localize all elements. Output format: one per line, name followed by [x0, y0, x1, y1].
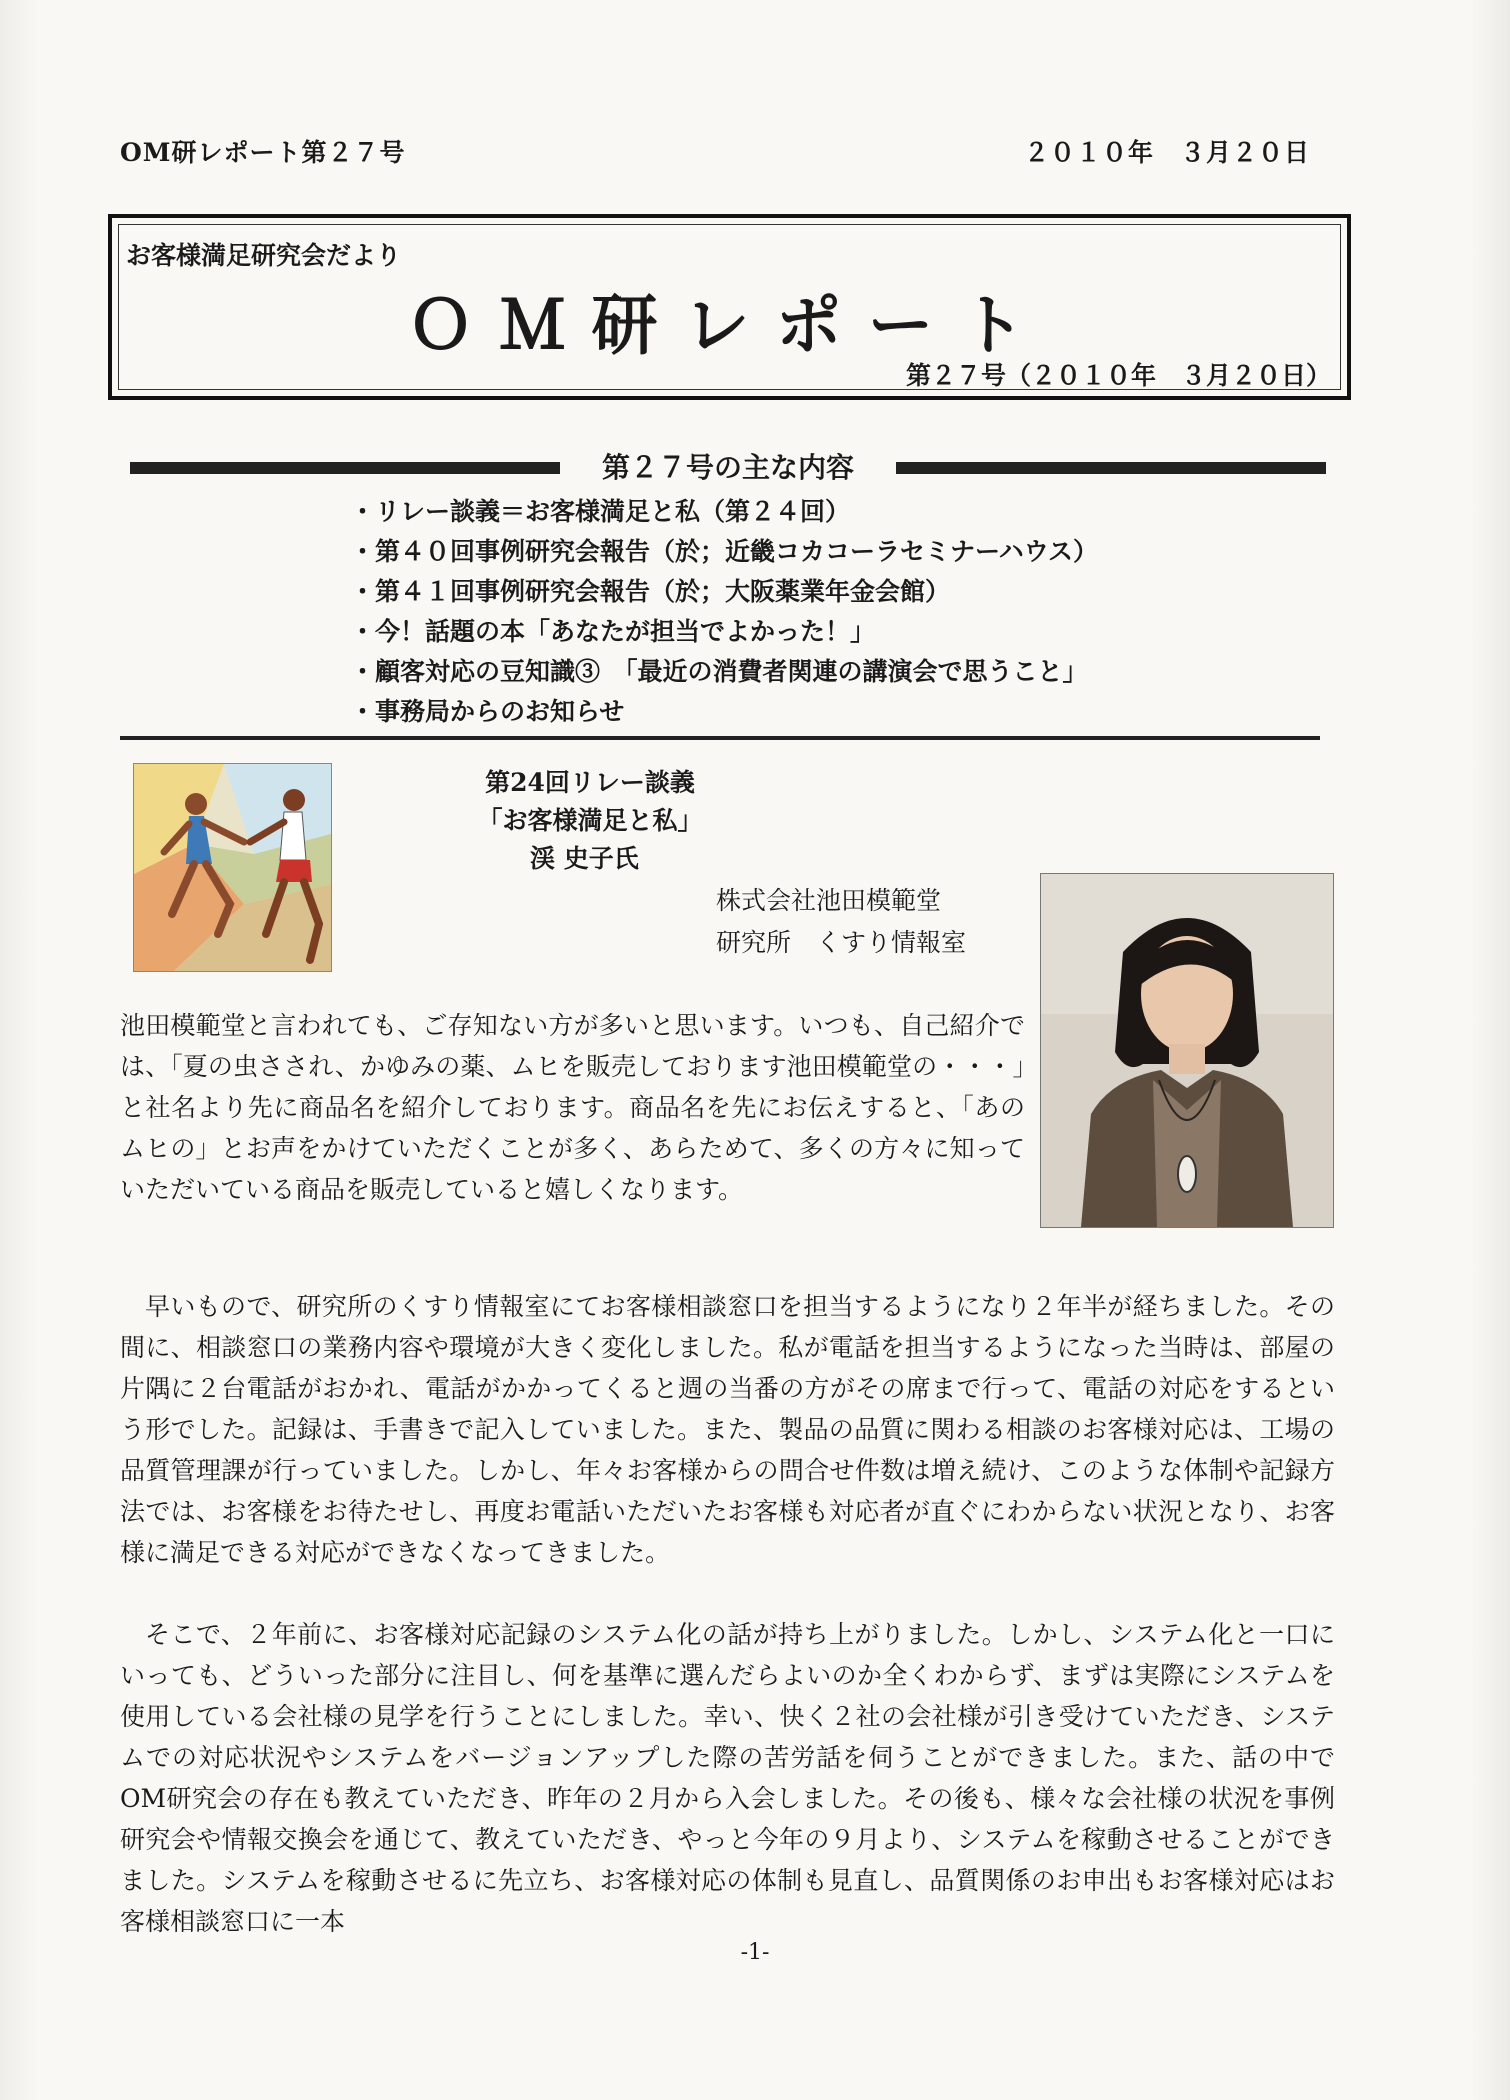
- heading-bar-right: [896, 462, 1326, 474]
- masthead-subtitle: お客様満足研究会だより: [126, 241, 402, 270]
- body-paragraph: そこで、２年前に、お客様対応記録のシステム化の話が持ち上がりました。しかし、システム化と一口にいっても、どういった部分に注目し、何を基準に選んだらよいのか全くわからず、まずは実際にシステムを使用している会社様の見学を行うことにしました。幸い、快く２社の会社様が引き受けていただき、システムでの対応状況やシステムをバージョンアップした際の苦労話を伺うことができました。また、話の中でOM研究会の存在も教えていただき、昨年の２月から入会しました。その後も、様々な会社様の状況を事例研究会や情報交換会を通じて、教えていただき、やっと今年の９月より、システムを稼動させることができました。システムを稼動させるに先立ち、お客様対応の体制も見直し、品質関係のお申出もお客様対応はお客様相談窓口に一本: [120, 1620, 1335, 1936]
- relay-series-title: 第24回リレー談義: [485, 768, 695, 797]
- relay-theme: 「お客様満足と私」: [477, 806, 703, 835]
- contents-item: ・ 事務局からのお知らせ: [350, 692, 1250, 732]
- contents-item: ・ 顧客対応の豆知識③ 「最近の消費者関連の講演会で思うこと」: [350, 652, 1250, 692]
- header-report-number: OM研レポート第２７号: [120, 138, 406, 167]
- section-divider: [120, 736, 1320, 740]
- author-affiliation: [716, 880, 966, 964]
- header-date: ２０１０年 ３月２０日: [1023, 138, 1310, 167]
- masthead-box: [108, 214, 1351, 400]
- relay-runners-illustration: [133, 763, 332, 972]
- contents-heading-row: [130, 446, 1326, 486]
- contents-heading: 第２７号の主な内容: [601, 451, 854, 484]
- running-header: [120, 133, 1310, 173]
- intro-paragraph: 池田模範堂と言われても、ご存知ない方が多いと思います。いつも、自己紹介では、「夏の虫さされ、かゆみの薬、ムヒを販売しております池田模範堂の・・・」と社名より先に商品名を紹介しております。商品名を先にお伝えすると、「あのムヒの」とお声をかけていただくことが多く、あらためて、多くの方々に知っていただいている商品を販売していると嬉しくなります。: [120, 1011, 1025, 1204]
- masthead-title: ＯＭ研レポート: [407, 286, 1052, 364]
- author-company: 株式会社池田模範堂: [716, 886, 942, 915]
- author-portrait-photo: [1040, 873, 1334, 1228]
- relay-author: 渓 史子氏: [530, 844, 639, 873]
- relay-heading: [380, 764, 800, 878]
- contents-item: ・ 第４１回事例研究会報告（於；大阪薬業年金会館）: [350, 572, 1250, 612]
- author-department: 研究所 くすり情報室: [716, 928, 967, 957]
- page-number: -1-: [740, 1940, 770, 1965]
- contents-item: ・ 第４０回事例研究会報告（於；近畿コカコーラセミナーハウス）: [350, 532, 1250, 572]
- masthead-issue: 第２７号（２０１０年 ３月２０日）: [905, 361, 1331, 390]
- contents-item: ・ 今！話題の本「あなたが担当でよかった！」: [350, 612, 1250, 652]
- contents-list: [350, 492, 1250, 732]
- contents-item: ・ リレー談義＝お客様満足と私（第２４回）: [350, 492, 1250, 532]
- body-paragraph: 早いもので、研究所のくすり情報室にてお客様相談窓口を担当するようになり２年半が経ちました。その間に、相談窓口の業務内容や環境が大きく変化しました。私が電話を担当するようになった当時は、部屋の片隅に２台電話がおかれ、電話がかかってくると週の当番の方がその席まで行って、電話の対応をするという形でした。記録は、手書きで記入していました。また、製品の品質に関わる相談のお客様対応は、工場の品質管理課が行っていました。しかし、年々お客様からの問合せ件数は増え続け、このような体制や記録方法では、お客様をお待たせし、再度お電話いただいたお客様も対応者が直ぐにわからない状況となり、お客様に満足できる対応ができなくなってきました。: [120, 1292, 1335, 1567]
